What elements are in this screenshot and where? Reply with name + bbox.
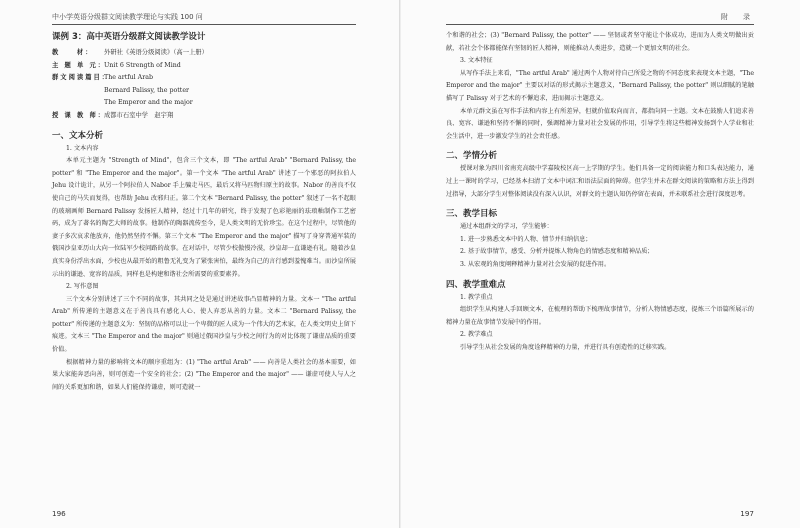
meta-row-unit [52,60,356,73]
running-header: 附 录 [721,13,754,21]
header-rule [52,24,356,25]
meta-value: Unit 6 Strength of Mind [104,61,181,69]
meta-value: Bernard Palissy, the potter [104,86,190,94]
lesson-title: 课例 3：高中英语分级群文阅读教学设计 [52,32,206,42]
right-content [446,30,754,354]
section-heading: 四、教学重难点 [446,279,506,290]
subheading: 3. 文本特征 [460,57,493,65]
meta-row-teacher [52,110,356,123]
subheading: 2. 写作意图 [66,283,99,291]
body-paragraph: 授课对象为四川省南充高级中学嘉陵校区高一上学期的学生。他们具备一定的阅读能力和口头表达能力，通过上一课时的学习，已经基本扫清了文本中词汇和语法层面的障碍。但学生并未在群文阅读的策略和方法上得到过指导，大部分学生对整体阅读没有深入认识，对群文的主题认知仍停留在表面，并未联系社会进行深度思考。 [446,165,754,198]
header-rule [446,24,754,25]
running-header: 中小学英语分级群文阅读教学理论与实践 100 问 [52,13,203,21]
list-item: 2. 基于故事情节，感受、分析并提炼人物角色的情感态度和精神品质； [460,248,654,256]
meta-key: 授 课 教 师： [52,111,107,119]
meta-row-texts-2 [52,85,356,98]
meta-key-spacer [52,97,104,110]
meta-key: 群文阅读篇目： [52,74,111,82]
subheading: 2. 教学难点 [460,331,493,339]
body-paragraph: 通过本组群文的学习，学生能够： [460,223,553,231]
body-paragraph: 根据精神力量的影响将文本的顺序重组为：(1) "The artful Arab" —— 向善是人类社会的基本需要，如果大家能奔恶向善，则可创造一个安全的社会；(2) "The Emperor and the major" —— 谦虚可使人与人之间的关系更加和谐，如果人们能保持谦虚，则可造就一 [52,358,356,391]
meta-value: The Emperor and the major [104,99,193,107]
section-heading: 一、文本分析 [52,130,104,141]
meta-row-texts-3 [52,97,356,110]
body-paragraph: 引导学生从社会发展的角度诠释精神的力量，并进行具有创造性的迁移实践。 [460,343,671,351]
body-paragraph: 从写作手法上来看，"The artful Arab" 通过两个人物对待自己所爱之物的不同态度来表现文本主题，"The Emperor and the major" 主要以对话的形式揭示主题意义，"Bernard Palissy, the potter" 则以细腻的笔触描写了 Palissy 对于艺术的不懈追求，进而揭示主题意义。 [446,69,754,102]
section-heading: 三、教学目标 [446,209,498,220]
list-item: 3. 从宏观的角度阐释精神力量对社会发展的促进作用。 [460,260,611,268]
right-page [400,0,800,528]
body-paragraph: 个和谐的社会；(3) "Bernard Palissy, the potter" —— 坚韧或者坚守能让个体成功，进而为人类文明做出贡献，若社会个体都能保有坚韧的匠人精神，则能推动人类进步，造就一个更加文明的社会。 [446,32,754,52]
lesson-meta [52,47,356,123]
meta-row-textbook [52,47,356,60]
meta-value: The artful Arab [104,74,154,82]
subheading: 1. 文本内容 [66,144,99,152]
body-paragraph: 三个文本分别讲述了三个不同的故事，其共同之处是通过讲述故事凸显精神的力量。文本一 "The artful Arab" 所传递的主题意义在于善良具有感化人心、使人弃恶从善的力量。文本二 "Bernard Palissy, the potter" 所传递的主题意义为：坚韧的品格可以让一个卑微的匠人成为一个伟大的艺术家，在人类文明史上留下痕迹。文本三 "The Emperor and the major" 则通过俄国沙皇与少校之间行为的对比体现了谦虚品质的重要价值。 [52,295,356,354]
meta-value: 成都市石室中学 赵宇翔 [104,111,174,119]
left-content [52,30,356,394]
meta-row-texts [52,72,356,85]
list-item: 1. 进一步熟悉文本中的人物、情节并归纳信息； [460,235,592,243]
meta-key-spacer [52,85,104,98]
meta-key: 主 题 单 元： [52,61,107,69]
section-heading: 二、学情分析 [446,151,498,162]
meta-value: 外研社《英语分级阅读》（高一上册） [104,49,208,56]
page-number: 197 [740,509,754,518]
body-paragraph: 组织学生从构建人手回顾文本，在梳理的帮助下梳理故事情节，分析人物情感态度，提炼三个语篇所展示的精神力量在故事情节发展中的作用。 [446,306,754,326]
body-paragraph: 本单元群文虽在写作手法和内容上有所差异，但就价值取向而言，都指向同一主题。文本在鼓励人们追求善良、宽容、谦逊和坚持不懈的同时，强调精神力量对社会发展的作用，引导学生将这些精神发扬到个人学业和社会生活中，进一步激发学生的社会责任感。 [446,107,754,140]
body-paragraph: 本单元主题为 "Strength of Mind"，包含三个文本，即 "The artful Arab" "Bernard Palissy, the potter" 和 "The Emperor and the major"。第一个文本 "The artful Arab" 讲述了一个邪恶的阿拉伯人 Jehu 设计诡计，从另一个阿拉伯人 Nabor 手上骗走马匹，最后又将马匹物归原主的故事。Nabor 的善良不仅使自己的马失而复得，也帮助 Jehu 改邪归正。第二个文本 "Bernard Palissy, the potter" 叙述了一名不起眼的玻璃画师 Bernard Palissy 发扬匠人精神，经过十几年的研究，终于发现了色彩艳丽的珐琅釉制作工艺密码，成为了著名的陶艺大师的故事。他制作的陶器流传至今，是人类文明的无价珍宝。在这个过程中，尽管他的妻子多次哀求他放弃，他仍然坚持不懈。第三个文本 "The Emperor and the major" 描写了身穿普通军装的俄国沙皇亚历山大向一位陆军少校问路的故事。在对话中，尽管少校傲慢冷漠，沙皇却一直谦逊有礼。随着沙皇真实身份浮出水面，少校也从最开始的粗鲁无礼变为了紧张害怕，最终为自己的言行感到羞愧难当。而沙皇所展示出的谦逊、宽容的品质，同样也是构建和谐社会所需要的重要素养。 [52,157,356,278]
page-number: 196 [52,509,66,518]
subheading: 1. 教学重点 [460,293,493,301]
meta-key: 教 材： [52,49,94,56]
